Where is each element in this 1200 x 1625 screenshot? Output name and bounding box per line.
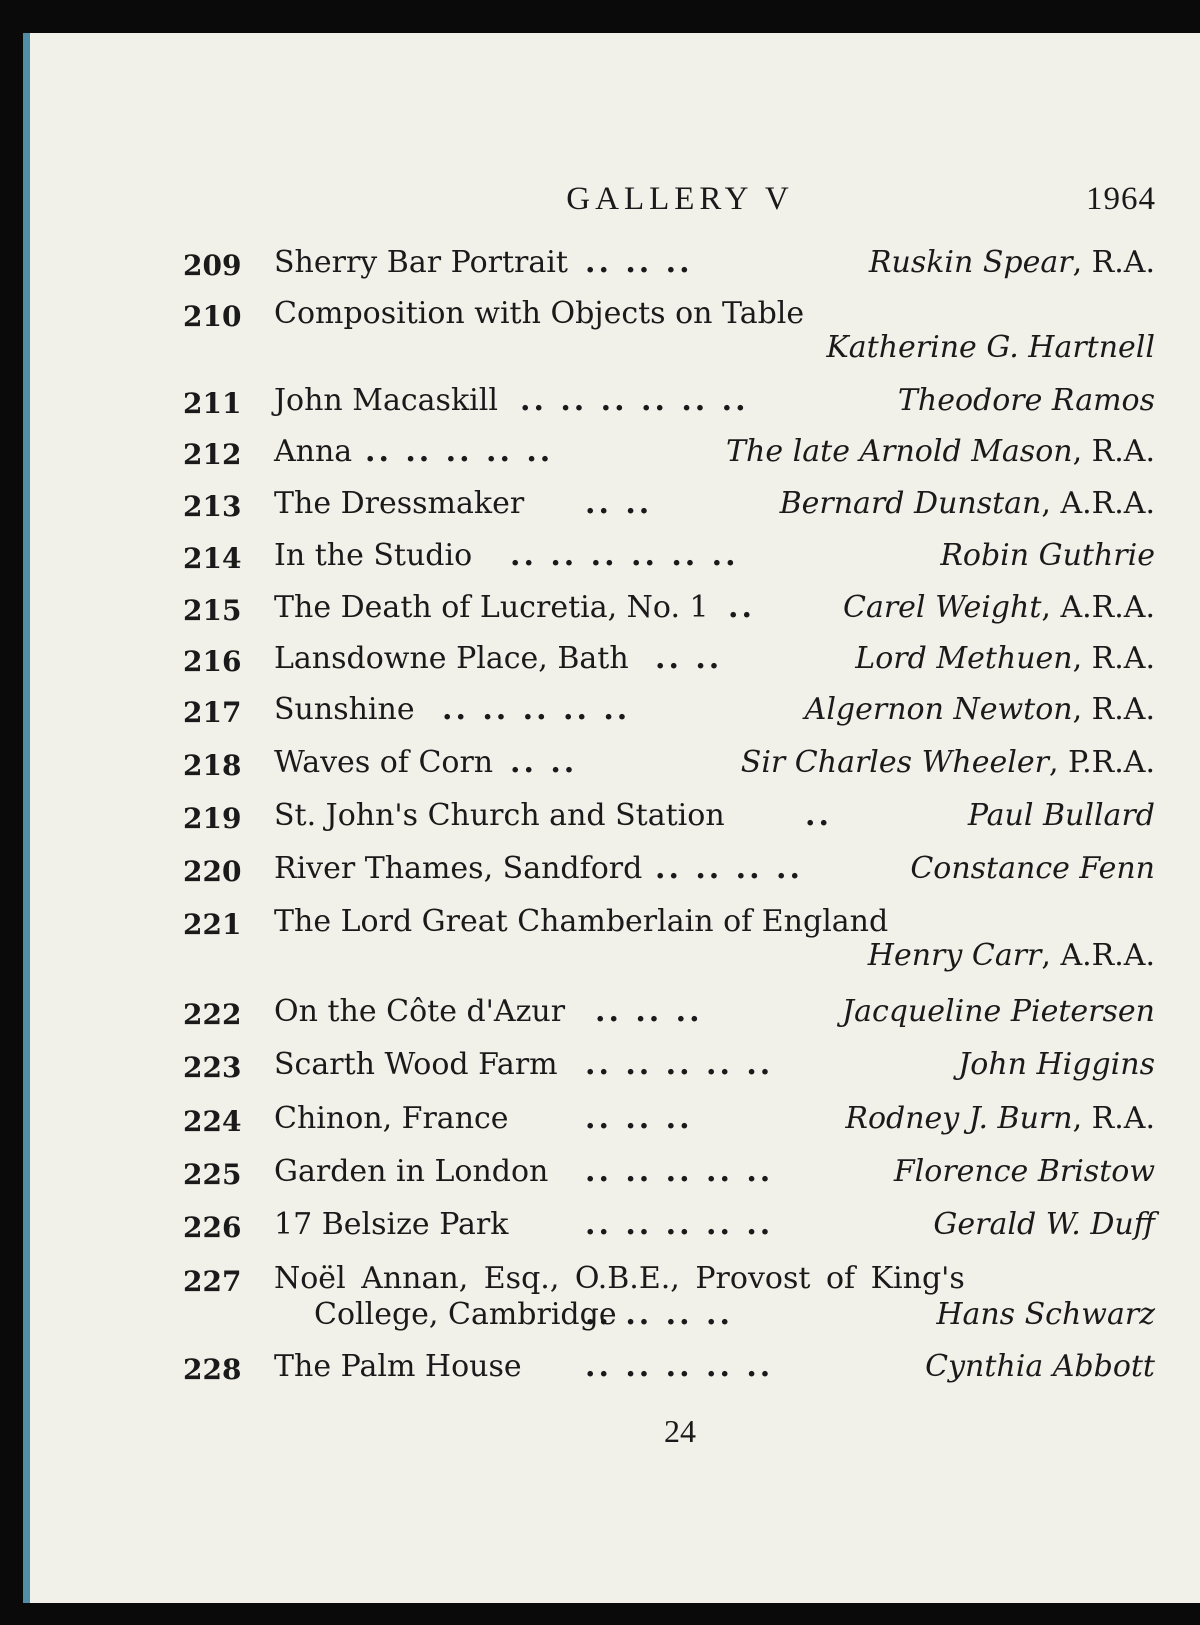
- page-year: 1964: [1086, 181, 1156, 217]
- leader-dots: .. .. .. .. ..: [365, 434, 554, 469]
- entry-title: The Dressmaker: [274, 486, 525, 521]
- entry-artist: Florence Bristow: [893, 1154, 1155, 1189]
- entry-artist: Ruskin Spear, R.A.: [868, 245, 1155, 280]
- page-title: GALLERY V: [566, 181, 794, 217]
- entry-title-continued: College, Cambridge: [314, 1297, 617, 1332]
- entry-artist: Henry Carr, A.R.A.: [867, 938, 1155, 973]
- leader-dots: .. .. .. ..: [585, 1297, 733, 1332]
- leader-dots: .. .. .. ..: [655, 851, 803, 886]
- entry-number: 214: [183, 542, 242, 575]
- entry-artist: Rodney J. Burn, R.A.: [845, 1101, 1155, 1136]
- entry-artist: Paul Bullard: [967, 798, 1155, 833]
- entry-artist: Robin Guthrie: [940, 538, 1155, 573]
- entry-number: 224: [183, 1105, 242, 1138]
- leader-dots: .. ..: [585, 486, 653, 521]
- entry-number: 221: [183, 908, 242, 941]
- entry-number: 219: [183, 802, 242, 835]
- entry-title: Noël Annan, Esq., O.B.E., Provost of King's: [274, 1261, 965, 1296]
- entry-title: St. John's Church and Station: [274, 798, 725, 833]
- entry-artist: Bernard Dunstan, A.R.A.: [779, 486, 1155, 521]
- entry-title: Waves of Corn: [274, 745, 494, 780]
- entry-artist: Cynthia Abbott: [925, 1349, 1155, 1384]
- leader-dots: .. .. .. .. ..: [585, 1154, 774, 1189]
- entry-artist: The late Arnold Mason, R.A.: [726, 434, 1155, 469]
- entry-number: 225: [183, 1158, 242, 1191]
- entry-number: 212: [183, 438, 242, 471]
- entry-number: 216: [183, 645, 242, 678]
- leader-dots: .. .. ..: [595, 994, 703, 1029]
- entry-artist: John Higgins: [958, 1047, 1155, 1082]
- entry-number: 209: [183, 249, 242, 282]
- leader-dots: .. .. .. .. .. ..: [520, 383, 749, 418]
- entry-number: 218: [183, 749, 242, 782]
- entry-number: 217: [183, 696, 242, 729]
- entry-title: Lansdowne Place, Bath: [274, 641, 629, 676]
- leader-dots: ..: [805, 798, 832, 833]
- entry-artist: Constance Fenn: [910, 851, 1155, 886]
- entry-artist: Algernon Newton, R.A.: [804, 692, 1155, 727]
- entry-artist: Carel Weight, A.R.A.: [843, 590, 1155, 625]
- leader-dots: .. .. ..: [585, 1101, 693, 1136]
- leader-dots: .. .. ..: [585, 245, 693, 280]
- leader-dots: .. .. .. .. ..: [442, 692, 631, 727]
- entry-title: The Palm House: [274, 1349, 522, 1384]
- leader-dots: .. ..: [510, 745, 578, 780]
- entry-number: 215: [183, 594, 242, 627]
- leader-dots: ..: [728, 590, 755, 625]
- entry-number: 213: [183, 490, 242, 523]
- catalogue-page: [23, 33, 1200, 1603]
- entry-artist: Katherine G. Hartnell: [826, 330, 1155, 365]
- entry-number: 226: [183, 1211, 242, 1244]
- entry-title: Scarth Wood Farm: [274, 1047, 558, 1082]
- entry-title: Anna: [274, 434, 353, 469]
- entry-artist: Gerald W. Duff: [933, 1207, 1155, 1242]
- entry-title: Chinon, France: [274, 1101, 509, 1136]
- entry-title: Sunshine: [274, 692, 415, 727]
- entry-number: 223: [183, 1051, 242, 1084]
- entry-artist: Lord Methuen, R.A.: [855, 641, 1155, 676]
- entry-artist: Hans Schwarz: [936, 1297, 1155, 1332]
- leader-dots: .. .. .. .. ..: [585, 1047, 774, 1082]
- leader-dots: .. .. .. .. ..: [585, 1349, 774, 1384]
- entry-title: The Lord Great Chamberlain of England: [274, 904, 889, 939]
- entry-title: 17 Belsize Park: [274, 1207, 509, 1242]
- entry-title: Garden in London: [274, 1154, 549, 1189]
- leader-dots: .. ..: [655, 641, 723, 676]
- entry-number: 228: [183, 1353, 242, 1386]
- entry-title: On the Côte d'Azur: [274, 994, 566, 1029]
- entry-number: 220: [183, 855, 242, 888]
- entry-title: Sherry Bar Portrait: [274, 245, 568, 280]
- entry-number: 227: [183, 1265, 242, 1298]
- page-number: 24: [664, 1413, 696, 1449]
- entry-title: In the Studio: [274, 538, 473, 573]
- entry-artist: Jacqueline Pietersen: [842, 994, 1155, 1029]
- entry-number: 211: [183, 387, 242, 420]
- leader-dots: .. .. .. .. ..: [585, 1207, 774, 1242]
- entry-title: John Macaskill: [274, 383, 498, 418]
- entry-number: 222: [183, 998, 242, 1031]
- entry-number: 210: [183, 300, 242, 333]
- entry-artist: Theodore Ramos: [897, 383, 1155, 418]
- entry-title: Composition with Objects on Table: [274, 296, 805, 331]
- leader-dots: .. .. .. .. .. ..: [510, 538, 739, 573]
- entry-title: The Death of Lucretia, No. 1: [274, 590, 709, 625]
- entry-artist: Sir Charles Wheeler, P.R.A.: [740, 745, 1155, 780]
- entry-title: River Thames, Sandford: [274, 851, 643, 886]
